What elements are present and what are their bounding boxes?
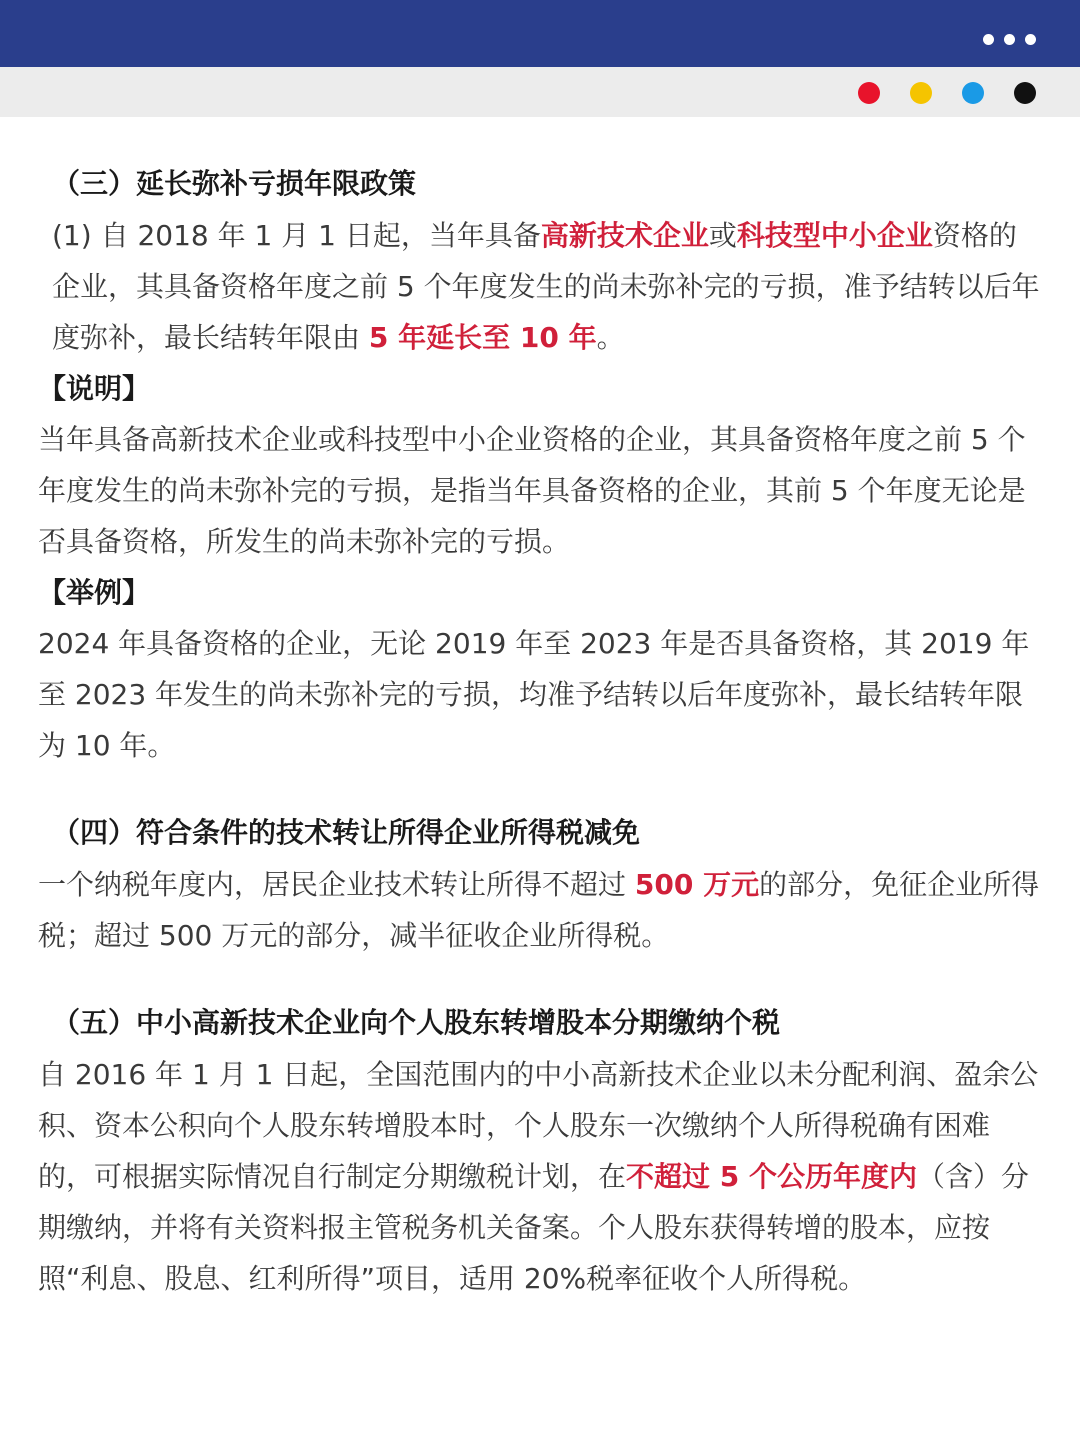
menu-dot: [1025, 34, 1036, 45]
explain-text: 当年具备高新技术企业或科技型中小企业资格的企业，其具备资格年度之前 5 个年度发生的尚未弥补完的亏损，是指当年具备资格的企业，其前 5 个年度无论是否具备资格，所发生的尚未弥补完的亏损。: [38, 423, 1026, 558]
menu-dot: [983, 34, 994, 45]
yellow-dot: [910, 82, 932, 104]
highlight-5m: 500 万元: [634, 868, 760, 901]
color-dots: [828, 82, 1036, 104]
section-4-paragraph: 一个纳税年度内，居民企业技术转让所得不超过 500 万元的部分，免征企业所得税；超过 500 万元的部分，减半征收企业所得税。: [38, 868, 1040, 952]
highlight-extension: 5 年延长至 10 年: [368, 321, 597, 354]
highlight-high-tech: 高新技术企业: [540, 219, 709, 252]
red-dot: [858, 82, 880, 104]
section-3-title: （三）延长弥补亏损年限政策: [52, 167, 417, 200]
black-dot: [1014, 82, 1036, 104]
section-5-title: （五）中小高新技术企业向个人股东转增股本分期缴纳个税: [52, 1006, 781, 1039]
more-dots-icon[interactable]: [973, 30, 1036, 42]
example-label: 【举例】: [38, 576, 151, 609]
toolbar: [0, 67, 1080, 117]
section-5-paragraph: 自 2016 年 1 月 1 日起，全国范围内的中小高新技术企业以未分配利润、盈余公积、资本公积向个人股东转增股本时，个人股东一次缴纳个人所得税确有困难的，可根据实际情况自行制定分期缴税计划，在不超过 5 个公历年度内（含）分期缴纳，并将有关资料报主管税务机关备案。个人股东获得转增的股本，应按照“利息、股息、红利所得”项目，适用 20%税率征收个人所得税。: [38, 1058, 1039, 1295]
top-bar: [0, 0, 1080, 67]
highlight-5-years: 不超过 5 个公历年度内: [626, 1160, 917, 1193]
example-text: 2024 年具备资格的企业，无论 2019 年至 2023 年是否具备资格，其 2019 年至 2023 年发生的尚未弥补完的亏损，均准予结转以后年度弥补，最长结转年限为 10 年。: [38, 627, 1030, 762]
blue-dot: [962, 82, 984, 104]
menu-dot: [1004, 34, 1015, 45]
section-3-paragraph-1: (1) 自 2018 年 1 月 1 日起，当年具备高新技术企业或科技型中小企业资格的企业，其具备资格年度之前 5 个年度发生的尚未弥补完的亏损，准予结转以后年度弥补，最长结转年限由 5 年延长至 10 年。: [52, 219, 1040, 354]
explain-label: 【说明】: [38, 372, 151, 405]
section-4-title: （四）符合条件的技术转让所得企业所得税减免: [52, 816, 641, 849]
article-body: [38, 158, 1044, 1304]
highlight-tech-sme: 科技型中小企业: [736, 219, 933, 252]
